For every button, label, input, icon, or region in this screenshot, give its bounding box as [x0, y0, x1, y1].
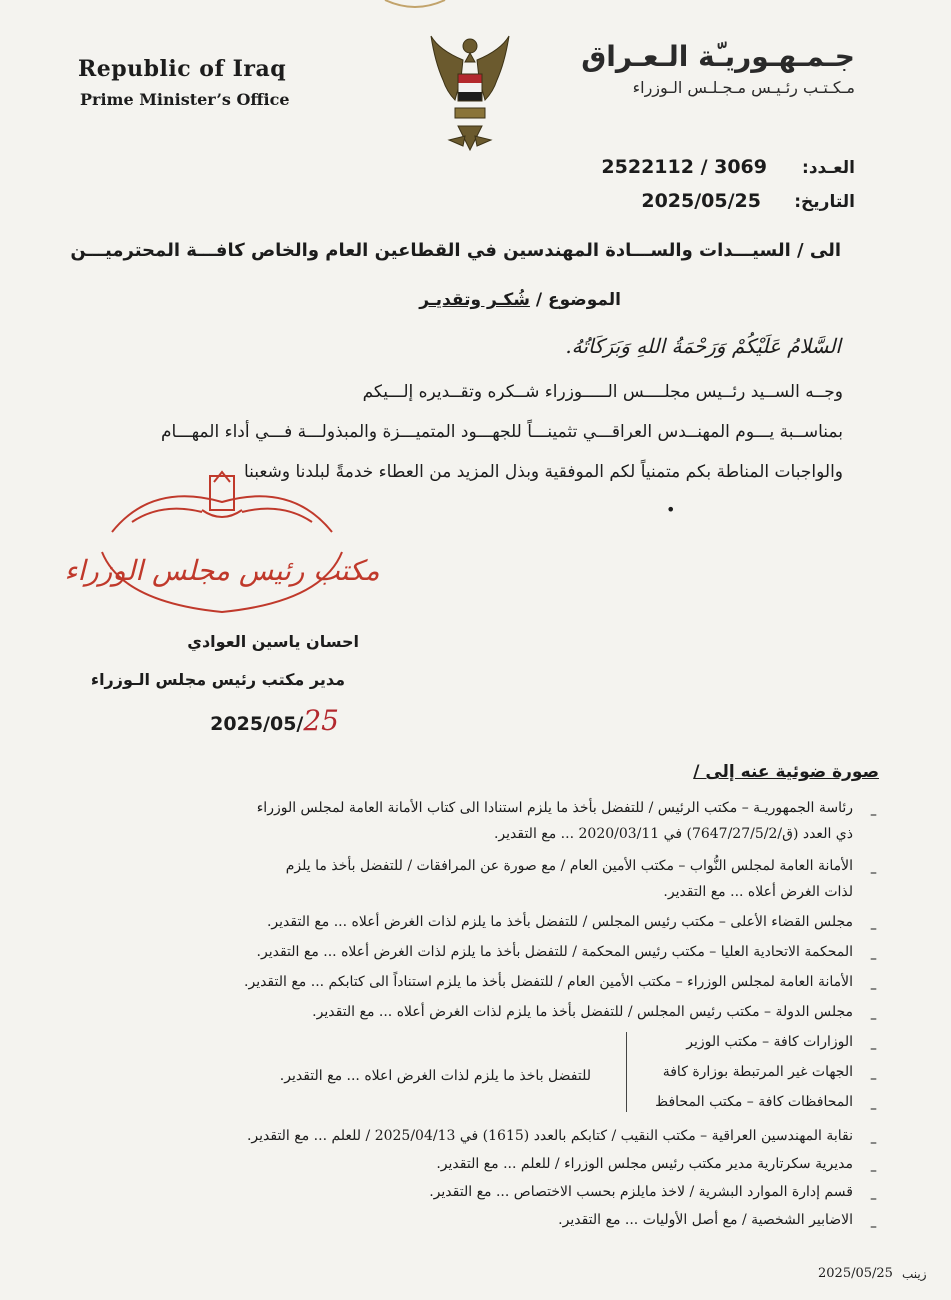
- cc-item-8: مديرية سكرتارية مدير مكتب رئيس مجلس الوزراء / للعلم ... مع التقدير.: [436, 1156, 853, 1172]
- signature-date: [210, 704, 339, 737]
- cc-item-1-cont: ذي العدد (ق/7647/27/5/2) في 2020/03/11 ... مع التقدير.: [493, 826, 853, 842]
- cc-group-item-1: الوزارات كافة – مكتب الوزير: [686, 1034, 853, 1050]
- cc-item-3: مجلس القضاء الأعلى – مكتب رئيس المجلس / للتفضل بأخذ ما يلزم لذات الغرض أعلاه ... مع التقدير.: [266, 914, 853, 930]
- reference-date-label: التاريخ:: [794, 192, 855, 212]
- country-name-en: Republic of Iraq: [78, 56, 287, 82]
- signer-name: احسان ياسين العوادي: [187, 632, 359, 651]
- office-name-ar: مـكـتـب رئـيـس مـجـلـس الـوزراء: [632, 78, 855, 97]
- cc-item-7: نقابة المهندسين العراقية – مكتب النقيب / كتابكم بالعدد (1615) في 2025/04/13 / للعلم ... مع التقدير.: [246, 1128, 853, 1144]
- cc-item-2-cont: لذات الغرض أعلاه ... مع التقدير.: [663, 884, 853, 900]
- cc-group-item-3: المحافظات كافة – مكتب المحافظ: [655, 1094, 853, 1110]
- body-line-2: بمناســبة يـــوم المهنــدس العراقـــي تثمينـــاً للجهـــود المتميـــزة والمبذولـــة فـــي أداء المهـــام: [160, 422, 843, 442]
- reference-number-label: العـدد:: [802, 158, 855, 178]
- cc-item-2: الأمانة العامة لمجلس النُّواب – مكتب الأمين العام / مع صورة عن المرافقات / للتفضل بأخذ ما يلزم: [285, 858, 853, 874]
- svg-text:مكتب رئيس مجلس الوزراء: مكتب رئيس مجلس الوزراء: [64, 554, 380, 587]
- cc-group-item-2: الجهات غير المرتبطة بوزارة كافة: [662, 1064, 853, 1080]
- cc-group-note: للتفضل باخذ ما يلزم لذات الغرض اعلاه ... مع التقدير.: [279, 1068, 591, 1084]
- top-edge-mark: [380, 0, 450, 10]
- subject-value: شُكـر وتقديـر: [419, 290, 530, 310]
- cc-item-6: مجلس الدولة – مكتب رئيس المجلس / للتفضل بأخذ ما يلزم لذات الغرض أعلاه ... مع التقدير.: [312, 1004, 853, 1020]
- signature-date-handwritten: 25: [303, 704, 339, 737]
- body-line-1: وجــه الســيد رئــيس مجلــــس الـــــوزراء شــكره وتقــديره إلـــيكم: [362, 382, 843, 402]
- dot-mark: •: [666, 500, 676, 519]
- addressee-line: الى / السيـــدات والســـادة المهندسين في القطاعين العام والخاص كافـــة المحترميـــن: [70, 240, 841, 261]
- signer-title: مدير مكتب رئيس مجلس الـوزراء: [90, 670, 345, 689]
- reference-date-value: 2025/05/25: [641, 190, 761, 212]
- office-stamp-seal: [64, 462, 380, 622]
- group-bracket: [626, 1032, 627, 1112]
- body-line-3: والواجبات المناطة بكم متمنياً لكم الموفقية وبذل المزيد من العطاء خدمةً لبلدنا وشعبنا: [243, 462, 843, 482]
- reference-number-value: 2522112 / 3069: [601, 156, 767, 178]
- cc-item-1: رئاسة الجمهوريـة – مكتب الرئيس / للتفضل بأخذ ما يلزم استنادا الى كتاب الأمانة العامة لمجلس الوزراء: [256, 800, 853, 816]
- greeting-line: السَّلامُ عَلَيْكُمْ وَرَحْمَةُ اللهِ وَبَرَكَاتُهُ.: [565, 334, 841, 358]
- list-bullets: – – – – – – – – – – – – –: [870, 807, 877, 1235]
- office-name-en: Prime Minister’s Office: [80, 90, 290, 109]
- signature-date-printed: 2025/05/: [210, 713, 304, 735]
- subject-label: الموضوع /: [535, 290, 621, 310]
- cc-item-4: المحكمة الاتحادية العليا – مكتب رئيس المحكمة / للتفضل بأخذ ما يلزم لذات الغرض أعلاه ... مع التقدير.: [256, 944, 853, 960]
- cc-item-5: الأمانة العامة لمجلس الوزراء – مكتب الأمين العام / للتفضل بأخذ ما يلزم استناداً الى كتابكم ... مع التقدير.: [244, 974, 853, 990]
- cc-header: صورة ضوئية عنه إلى /: [693, 762, 879, 782]
- iraq-eagle-emblem-icon: [425, 28, 515, 158]
- subject-line: [419, 290, 621, 310]
- country-name-ar: جـمـهـوريـّة الـعـراق: [581, 40, 855, 73]
- footer-date: 2025/05/25: [818, 1266, 893, 1281]
- cc-item-9: قسم إدارة الموارد البشرية / لاخذ مايلزم بحسب الاختصاص ... مع التقدير.: [429, 1184, 853, 1200]
- cc-item-10: الاضابير الشخصية / مع أصل الأوليات ... مع التقدير.: [558, 1212, 853, 1228]
- footer-initial: زينب: [902, 1267, 927, 1281]
